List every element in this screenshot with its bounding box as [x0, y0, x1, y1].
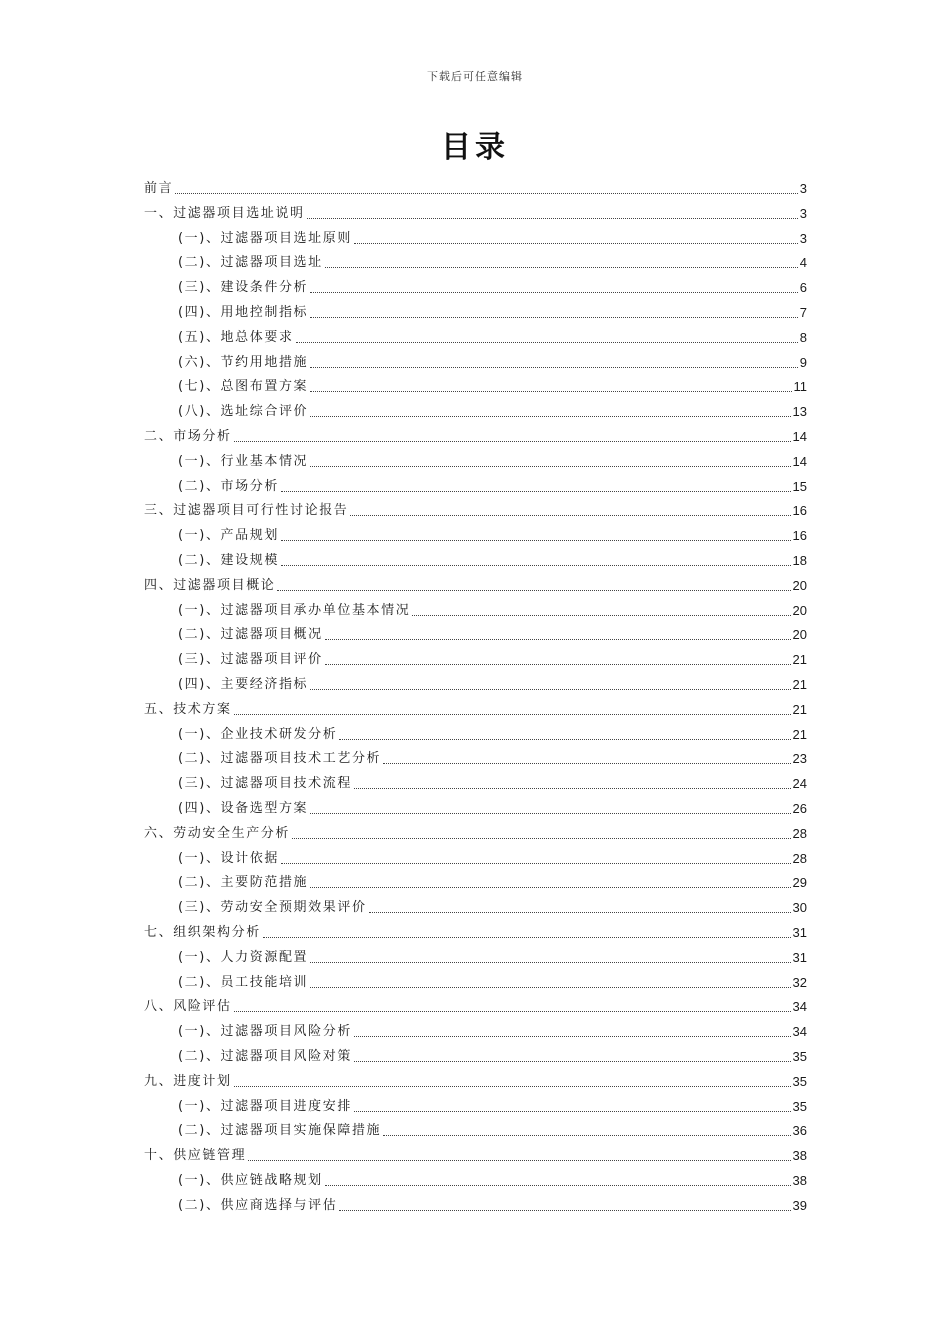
toc-dot-leader [281, 863, 791, 864]
toc-page-number: 16 [792, 528, 807, 544]
toc-chapter-entry[interactable] [144, 695, 807, 720]
toc-dot-leader [296, 342, 798, 343]
toc-entry-label: (一)、行业基本情况 [178, 453, 309, 469]
toc-entry-label: 七、组织架构分析 [144, 925, 261, 940]
toc-dot-leader [175, 193, 798, 194]
toc-section-entry[interactable] [178, 968, 807, 993]
toc-section-entry[interactable] [178, 1092, 807, 1117]
toc-dot-leader [310, 416, 790, 417]
toc-dot-leader [310, 367, 798, 368]
toc-dot-leader [310, 887, 790, 888]
toc-section-entry[interactable] [178, 372, 807, 397]
toc-dot-leader [263, 937, 791, 938]
toc-dot-leader [310, 391, 791, 392]
toc-entry-label: (七)、总图布置方案 [178, 379, 309, 395]
toc-page-number: 13 [792, 404, 807, 420]
toc-entry-label: (一)、过滤器项目进度安排 [178, 1098, 352, 1114]
toc-dot-leader [369, 912, 791, 913]
toc-section-entry[interactable] [178, 744, 807, 769]
toc-page-number: 15 [792, 478, 807, 494]
toc-dot-leader [310, 466, 790, 467]
toc-chapter-entry[interactable] [144, 819, 807, 844]
toc-page-number: 24 [792, 776, 807, 792]
toc-entry-label: (二)、供应商选择与评估 [178, 1197, 338, 1213]
toc-page-number: 29 [792, 875, 807, 891]
toc-entry-label: (一)、过滤器项目风险分析 [178, 1024, 352, 1040]
toc-page-number: 3 [799, 230, 807, 246]
toc-chapter-entry[interactable] [144, 174, 807, 199]
toc-section-entry[interactable] [178, 348, 807, 373]
toc-dot-leader [383, 1135, 790, 1136]
toc-dot-leader [310, 987, 790, 988]
toc-section-entry[interactable] [178, 1017, 807, 1042]
toc-dot-leader [354, 1111, 791, 1112]
toc-entry-label: (二)、过滤器项目技术工艺分析 [178, 751, 382, 767]
toc-section-entry[interactable] [178, 397, 807, 422]
toc-entry-label: 六、劳动安全生产分析 [144, 825, 291, 841]
toc-entry-label: (五)、地总体要求 [178, 329, 294, 345]
toc-entry-label: 五、技术方案 [144, 701, 232, 717]
toc-dot-leader [234, 1086, 791, 1087]
toc-dot-leader [325, 267, 798, 268]
toc-section-entry[interactable] [178, 720, 807, 745]
toc-section-entry[interactable] [178, 844, 807, 869]
header-note: 下载后可任意编辑 [427, 70, 523, 83]
toc-entry-label: (三)、过滤器项目评价 [178, 652, 323, 668]
toc-dot-leader [310, 689, 790, 690]
toc-entry-label: (二)、过滤器项目选址 [178, 255, 323, 271]
toc-page-number: 16 [792, 503, 807, 519]
toc-entry-label: (二)、建设规模 [178, 553, 279, 568]
toc-dot-leader [310, 962, 790, 963]
toc-page-number: 11 [793, 379, 807, 395]
toc-entry-label: (一)、设计依据 [178, 850, 279, 866]
toc-section-entry[interactable] [178, 769, 807, 794]
toc-dot-leader [277, 590, 790, 591]
toc-page-number: 32 [792, 974, 807, 990]
toc-entry-label: (二)、过滤器项目概况 [178, 627, 323, 643]
toc-page-number: 35 [792, 1098, 807, 1114]
toc-dot-leader [310, 292, 798, 293]
toc-page-number: 20 [792, 577, 807, 593]
toc-entry-label: (一)、人力资源配置 [178, 949, 309, 965]
toc-entry-label: 三、过滤器项目可行性讨论报告 [144, 503, 349, 519]
toc-page-number: 23 [792, 751, 807, 767]
toc-page-number: 30 [792, 900, 807, 916]
toc-entry-label: (四)、设备选型方案 [178, 801, 309, 816]
toc-dot-leader [281, 540, 791, 541]
toc-page-number: 9 [799, 354, 807, 370]
toc-page-number: 21 [792, 701, 807, 717]
toc-chapter-entry[interactable] [144, 199, 807, 224]
toc-chapter-entry[interactable] [144, 992, 807, 1017]
toc-entry-label: 四、过滤器项目概论 [144, 577, 276, 593]
toc-page-number: 31 [792, 949, 807, 965]
toc-dot-leader [234, 714, 791, 715]
toc-entry-label: (二)、市场分析 [178, 478, 279, 494]
toc-section-entry[interactable] [178, 1042, 807, 1067]
toc-entry-label: 八、风险评估 [144, 999, 232, 1015]
toc-section-entry[interactable] [178, 1116, 807, 1141]
toc-entry-label: 十、供应链管理 [144, 1148, 247, 1164]
toc-entry-label: 一、过滤器项目选址说明 [144, 205, 305, 221]
toc-section-entry[interactable] [178, 1191, 807, 1216]
toc-section-entry[interactable] [178, 298, 807, 323]
toc-entry-label: (四)、用地控制指标 [178, 305, 309, 320]
toc-page-number: 38 [792, 1173, 807, 1188]
toc-page-number: 28 [792, 850, 807, 866]
toc-entry-label: (二)、过滤器项目风险对策 [178, 1049, 352, 1064]
toc-chapter-entry[interactable] [144, 918, 807, 943]
toc-dot-leader [339, 739, 790, 740]
toc-entry-label: 前言 [144, 181, 174, 196]
toc-entry-label: (六)、节约用地措施 [178, 354, 309, 370]
toc-section-entry[interactable] [178, 546, 807, 571]
toc-entry-label: (三)、建设条件分析 [178, 280, 309, 296]
toc-page-number: 39 [792, 1197, 807, 1213]
toc-page-number: 28 [792, 825, 807, 841]
toc-dot-leader [281, 565, 791, 566]
toc-page-number: 4 [799, 255, 807, 271]
toc-dot-leader [354, 243, 798, 244]
toc-entry-label: (一)、供应链战略规划 [178, 1173, 323, 1188]
toc-dot-leader [350, 515, 790, 516]
toc-dot-leader [310, 813, 790, 814]
toc-chapter-entry[interactable] [144, 1141, 807, 1166]
toc-page-number: 14 [792, 453, 807, 469]
toc-section-entry[interactable] [178, 794, 807, 819]
toc-page-number: 38 [792, 1148, 807, 1164]
toc-section-entry[interactable] [178, 645, 807, 670]
toc-entry-label: (二)、过滤器项目实施保障措施 [178, 1123, 382, 1139]
toc-dot-leader [234, 1011, 791, 1012]
toc-section-entry[interactable] [178, 943, 807, 968]
toc-page-number: 6 [799, 280, 807, 296]
toc-entry-label: 九、进度计划 [144, 1073, 232, 1089]
toc-dot-leader [234, 441, 791, 442]
toc-dot-leader [325, 1185, 791, 1186]
toc-chapter-entry[interactable] [144, 496, 807, 521]
toc-dot-leader [248, 1160, 790, 1161]
toc-entry-label: 二、市场分析 [144, 429, 232, 444]
toc-page-number: 3 [799, 181, 807, 196]
toc-chapter-entry[interactable] [144, 571, 807, 596]
toc-dot-leader [354, 1036, 791, 1037]
toc-entry-label: (一)、产品规划 [178, 528, 279, 544]
toc-page-number: 34 [792, 999, 807, 1015]
toc-chapter-entry[interactable] [144, 1067, 807, 1092]
toc-page-number: 8 [799, 329, 807, 345]
toc-entry-label: (一)、企业技术研发分析 [178, 726, 338, 742]
toc-dot-leader [325, 639, 791, 640]
toc-section-entry[interactable] [178, 596, 807, 621]
toc-dot-leader [383, 763, 790, 764]
toc-section-entry[interactable] [178, 868, 807, 893]
toc-page-number: 34 [792, 1024, 807, 1040]
toc-title: 目录 [441, 130, 509, 165]
toc-entry-label: (二)、主要防范措施 [178, 875, 309, 891]
toc-dot-leader [412, 615, 790, 616]
toc-entry-label: (三)、过滤器项目技术流程 [178, 776, 352, 792]
toc-section-entry[interactable] [178, 1166, 807, 1191]
toc-section-entry[interactable] [178, 472, 807, 497]
toc-page-number: 20 [792, 627, 807, 643]
toc-page-number: 7 [799, 305, 807, 320]
toc-dot-leader [292, 838, 791, 839]
toc-entry-label: (三)、劳动安全预期效果评价 [178, 900, 367, 916]
toc-dot-leader [354, 788, 791, 789]
toc-page-number: 26 [792, 801, 807, 816]
toc-section-entry[interactable] [178, 670, 807, 695]
toc-dot-leader [281, 491, 791, 492]
toc-page-number: 3 [799, 205, 807, 221]
toc-dot-leader [307, 218, 798, 219]
toc-section-entry[interactable] [178, 248, 807, 273]
toc-section-entry[interactable] [178, 521, 807, 546]
toc-page-number: 20 [792, 602, 807, 618]
toc-page-number: 36 [792, 1123, 807, 1139]
toc-page-number: 21 [792, 726, 807, 742]
toc-page-number: 21 [792, 677, 807, 692]
toc-section-entry[interactable] [178, 620, 807, 645]
toc-page-number: 14 [792, 429, 807, 444]
toc-page-number: 35 [792, 1073, 807, 1089]
toc-dot-leader [310, 317, 798, 318]
toc-entry-label: (八)、选址综合评价 [178, 404, 309, 420]
toc-section-entry[interactable] [178, 323, 807, 348]
toc-page-number: 35 [792, 1049, 807, 1064]
toc-entry-label: (二)、员工技能培训 [178, 974, 309, 990]
toc-entry-label: (四)、主要经济指标 [178, 677, 309, 692]
toc-dot-leader [325, 664, 791, 665]
toc-entry-label: (一)、过滤器项目承办单位基本情况 [178, 602, 411, 618]
toc-entry-label: (一)、过滤器项目选址原则 [178, 230, 352, 246]
toc-dot-leader [339, 1210, 790, 1211]
toc-page-number: 18 [792, 553, 807, 568]
toc-section-entry[interactable] [178, 893, 807, 918]
toc-section-entry[interactable] [178, 447, 807, 472]
toc-dot-leader [354, 1061, 791, 1062]
toc-page-number: 31 [792, 925, 807, 940]
toc-section-entry[interactable] [178, 224, 807, 249]
toc-section-entry[interactable] [178, 273, 807, 298]
toc-chapter-entry[interactable] [144, 422, 807, 447]
toc-page-number: 21 [792, 652, 807, 668]
